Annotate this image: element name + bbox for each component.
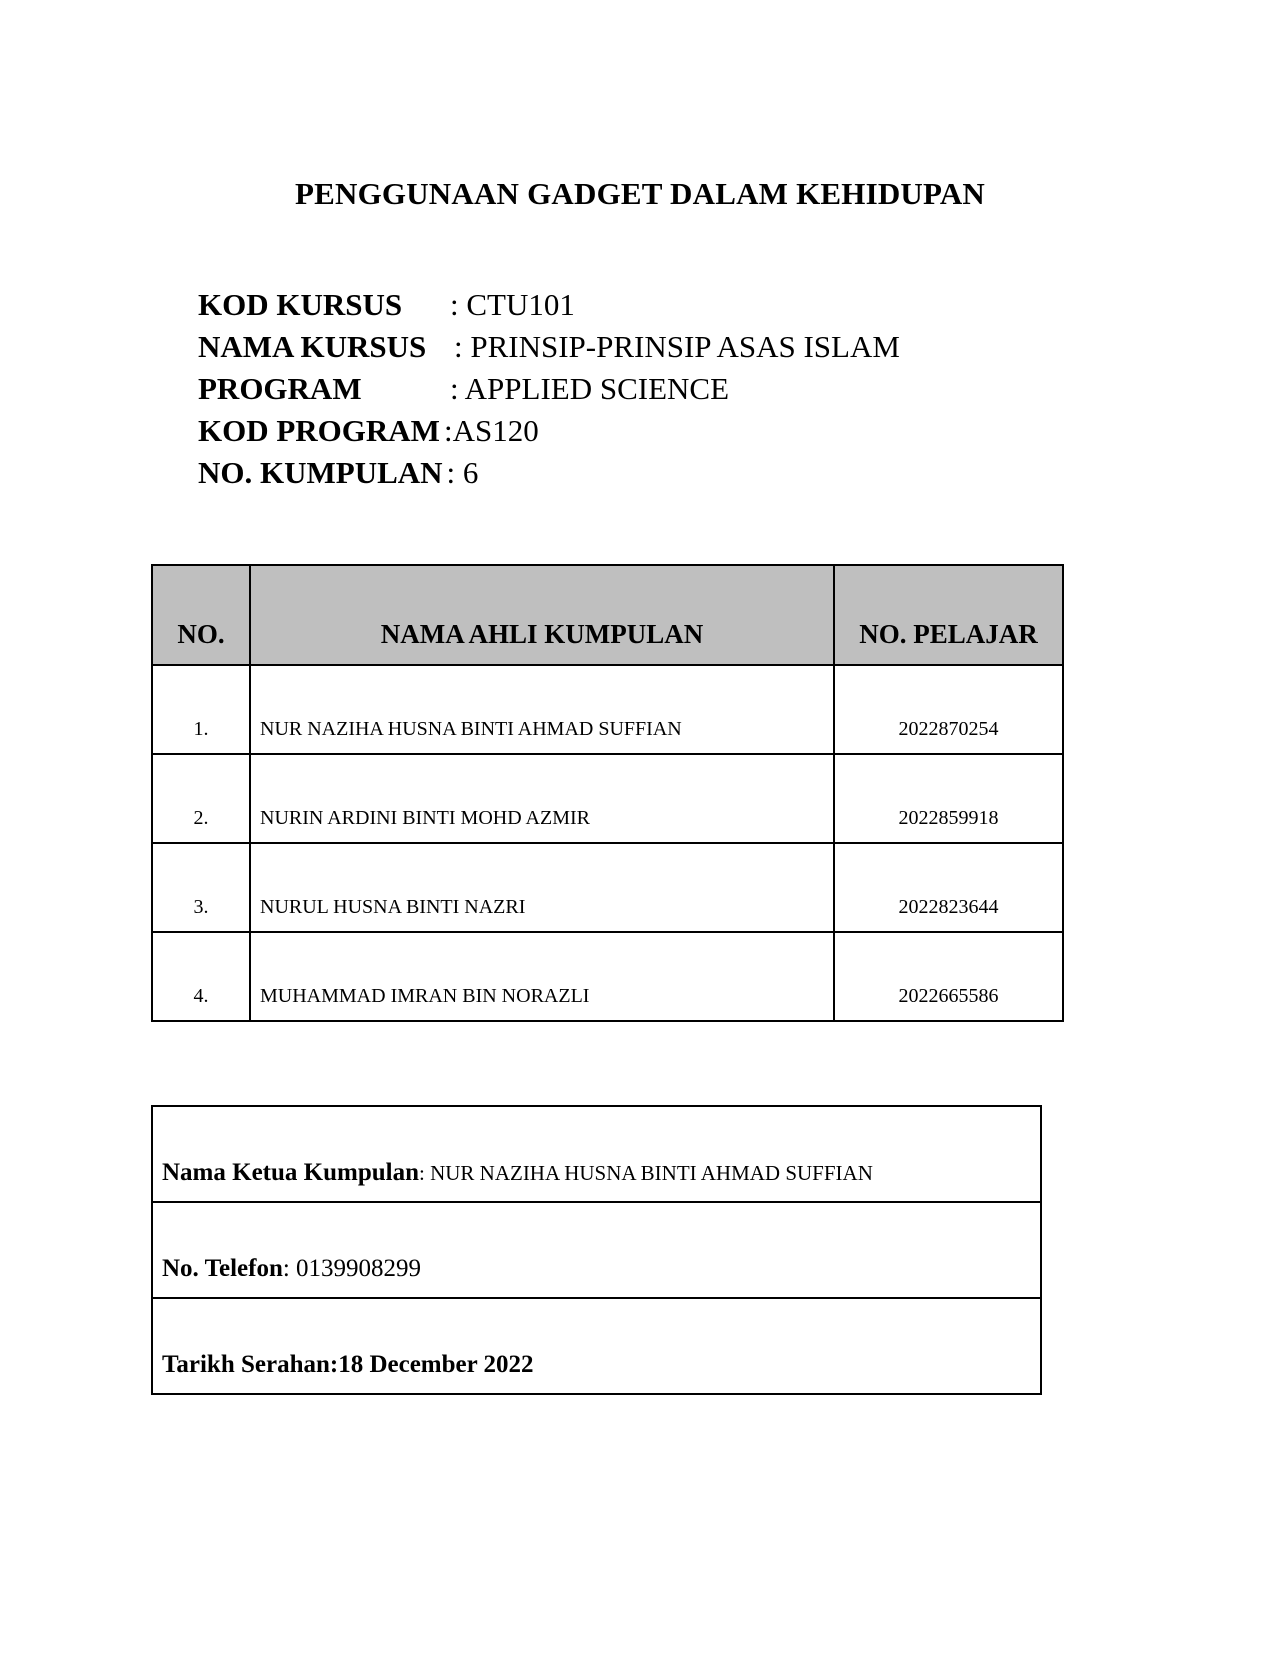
cell-no: 1. xyxy=(152,665,250,754)
header-student-id: NO. PELAJAR xyxy=(834,565,1063,665)
submission-date-value: 18 December 2022 xyxy=(338,1351,534,1378)
cell-no: 3. xyxy=(152,843,250,932)
info-label: KOD PROGRAM xyxy=(198,413,440,448)
info-row-kod-kursus xyxy=(198,287,575,329)
info-row-no-kumpulan xyxy=(198,455,539,497)
info-value: : CTU101 xyxy=(450,287,575,322)
page-title: PENGGUNAAN GADGET DALAM KEHIDUPAN xyxy=(294,176,986,211)
leader-info-table xyxy=(151,1105,1042,1395)
cell-student-id: 2022859918 xyxy=(834,754,1063,843)
info-value: : 6 xyxy=(446,455,479,490)
header-no: NO. xyxy=(152,565,250,665)
cell-name: MUHAMMAD IMRAN BIN NORAZLI xyxy=(250,932,834,1021)
cell-name: NUR NAZIHA HUSNA BINTI AHMAD SUFFIAN xyxy=(250,665,834,754)
cell-name: NURUL HUSNA BINTI NAZRI xyxy=(250,843,834,932)
cell-student-id: 2022823644 xyxy=(834,843,1063,932)
cell-name: NURIN ARDINI BINTI MOHD AZMIR xyxy=(250,754,834,843)
info-row-program xyxy=(198,371,730,413)
info-value: : APPLIED SCIENCE xyxy=(450,371,730,406)
leader-phone-label: No. Telefon xyxy=(162,1255,283,1282)
table-row xyxy=(152,665,1063,754)
leader-name-value: : NUR NAZIHA HUSNA BINTI AHMAD SUFFIAN xyxy=(418,1161,873,1185)
info-label: NO. KUMPULAN xyxy=(198,455,443,490)
cell-student-id: 2022665586 xyxy=(834,932,1063,1021)
leader-phone-row xyxy=(152,1202,1041,1298)
table-row xyxy=(152,932,1063,1021)
cell-no: 4. xyxy=(152,932,250,1021)
leader-phone-cell xyxy=(152,1202,1041,1298)
info-label: PROGRAM xyxy=(198,371,362,406)
submission-date-cell xyxy=(152,1298,1041,1394)
leader-name-cell xyxy=(152,1106,1041,1202)
info-value: :AS120 xyxy=(443,413,539,448)
info-label: NAMA KURSUS xyxy=(198,329,427,364)
table-header-row xyxy=(152,565,1063,665)
course-info xyxy=(198,287,900,497)
members-table xyxy=(151,564,1064,1022)
info-value: : PRINSIP-PRINSIP ASAS ISLAM xyxy=(454,329,900,364)
leader-phone-value: : 0139908299 xyxy=(282,1255,422,1282)
leader-name-label: Nama Ketua Kumpulan xyxy=(162,1159,419,1186)
info-label: KOD KURSUS xyxy=(198,287,403,322)
submission-date-label: Tarikh Serahan: xyxy=(162,1351,339,1378)
submission-date-row xyxy=(152,1298,1041,1394)
cell-student-id: 2022870254 xyxy=(834,665,1063,754)
header-name: NAMA AHLI KUMPULAN xyxy=(250,565,834,665)
table-row xyxy=(152,843,1063,932)
info-row-nama-kursus xyxy=(198,329,900,371)
cell-no: 2. xyxy=(152,754,250,843)
table-row xyxy=(152,754,1063,843)
info-row-kod-program xyxy=(198,413,539,455)
leader-name-row xyxy=(152,1106,1041,1202)
